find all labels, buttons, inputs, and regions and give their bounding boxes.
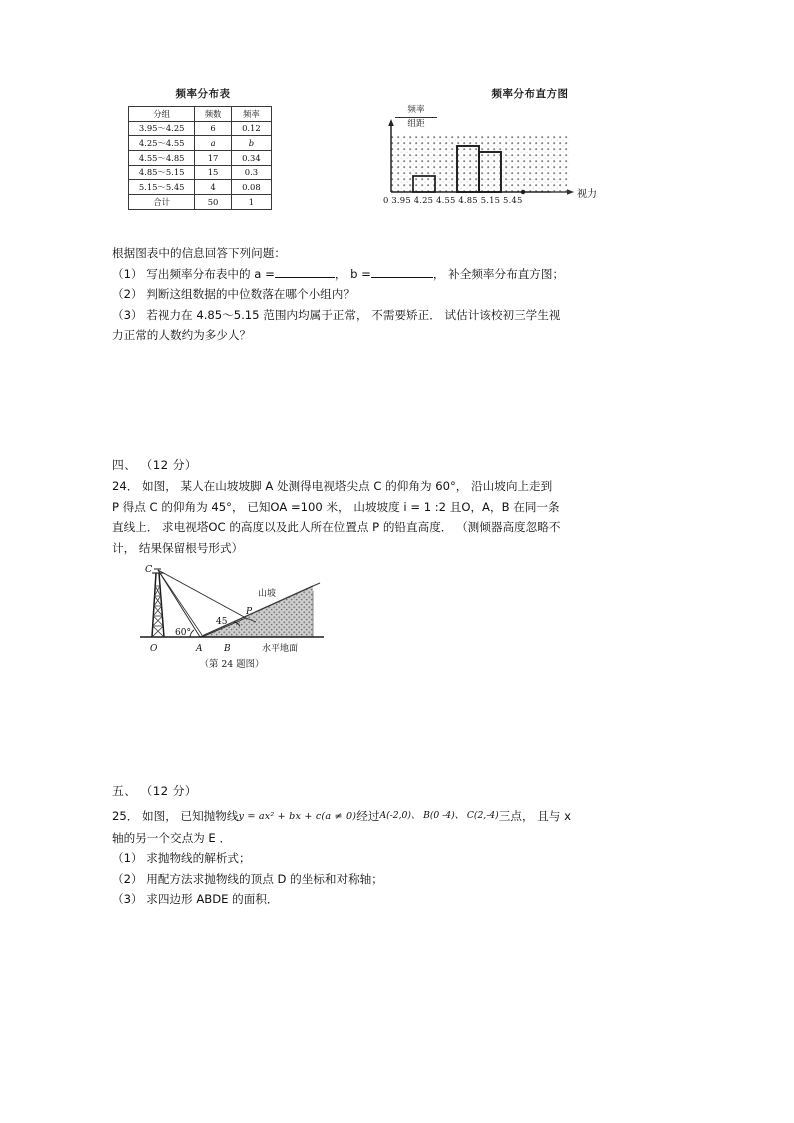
q25-line-1 (112, 806, 690, 828)
cell-rate: 0.08 (231, 180, 271, 195)
q23-item-3-text: 若视力在 4.85～5.15 范围内均属于正常， 不需要矫正． 试估计该校初三学生视 (146, 307, 561, 322)
q23-lead: 根据图表中的信息回答下列问题： (112, 246, 286, 260)
axis-marker-dot (521, 190, 525, 194)
cell-group: 4.85～5.15 (129, 165, 195, 180)
cell-group: 5.15～5.45 (129, 180, 195, 195)
label-slope-hill: 山坡 (258, 589, 277, 599)
frequency-table-title: 频率分布表 (175, 88, 231, 100)
q25-item-3 (112, 889, 690, 910)
q24-line-3: 直线上． 求电视塔OC 的高度以及此人所在位置点 P 的铅直高度． （测倾器高度忽略不 (112, 520, 561, 535)
q25-line-1-lead: 25． 如图， 已知抛物线 (112, 809, 239, 823)
cell-group: 3.95～4.25 (129, 121, 195, 136)
label-angle-45: 45 (216, 617, 228, 627)
q25-item-3-text: 求四边形 ABDE 的面积． (146, 892, 279, 907)
sight-line-C-to-A (158, 570, 200, 637)
cell-rate: 0.12 (231, 121, 271, 136)
q25-item-1-text: 求抛物线的解析式； (146, 851, 251, 866)
figures-row (110, 86, 690, 236)
figure-24-svg (128, 556, 338, 656)
cell-group: 4.25～4.55 (129, 136, 195, 151)
cell-group-total: 合计 (129, 195, 195, 210)
tick-label-0: 3.95 (391, 195, 411, 205)
cell-count: 6 (195, 121, 231, 136)
answer-blank-b[interactable] (371, 266, 433, 278)
label-point-A: A (196, 644, 203, 654)
cell-count: 4 (195, 180, 231, 195)
q23-item-1-mid: ， b = (334, 266, 371, 281)
table-row (129, 151, 272, 166)
tick-label-1: 4.25 (413, 195, 434, 205)
table-row (129, 165, 272, 180)
q23-item-1-before: 写出频率分布表中的 a = (146, 266, 275, 281)
q23-item-2-no: （2） (112, 287, 143, 302)
table-row (129, 180, 272, 195)
cell-rate-unknown-b: b (231, 136, 271, 151)
axis-origin-label: 0 (383, 195, 389, 205)
q24-line-2: P 得点 C 的仰角为 45°， 已知OA =100 米， 山坡坡度 i = 1 :2 且O，A，B 在同一条 (112, 499, 560, 514)
label-point-P: P (246, 607, 253, 617)
tick-label-3: 4.85 (458, 195, 478, 205)
frequency-table (128, 106, 272, 210)
label-angle-60: 60° (175, 628, 191, 638)
cell-count: 15 (195, 165, 231, 180)
q23-item-1 (112, 264, 690, 285)
table-row (129, 136, 272, 151)
y-axis-label-denominator: 组距 (407, 119, 425, 129)
y-axis-label-numerator: 频率 (395, 105, 437, 118)
label-point-O: O (150, 644, 158, 654)
cell-rate: 0.3 (231, 165, 271, 180)
section-5-heading: 五、 （12 分） (112, 784, 198, 798)
section-4-heading: 四、 （12 分） (112, 458, 198, 472)
cell-count-unknown-a: a (195, 136, 231, 151)
x-axis-arrowhead (567, 189, 574, 195)
frequency-histogram-figure (365, 86, 695, 224)
tick-label-4: 5.15 (480, 195, 501, 205)
figure-24-caption: （第 24 题图） (199, 659, 265, 670)
q25-item-1 (112, 848, 690, 869)
question-24-figure (128, 556, 338, 678)
histogram-canvas (373, 105, 597, 224)
cell-group: 4.55～4.85 (129, 151, 195, 166)
column-header-group: 分组 (129, 107, 195, 122)
cell-rate: 0.34 (231, 151, 271, 166)
question-24-text (112, 476, 690, 558)
tick-label-2: 4.55 (436, 195, 456, 205)
sight-line-C-to-P (158, 570, 246, 618)
plot-area-shading (391, 136, 569, 192)
label-horizontal-ground: 水平地面 (262, 644, 299, 654)
table-row (129, 121, 272, 136)
y-axis-arrowhead (388, 119, 394, 126)
q23-item-2 (112, 284, 690, 305)
column-header-rate: 频率 (231, 107, 271, 122)
q25-item-2-text: 用配方法求抛物线的顶点 D 的坐标和对称轴； (146, 871, 383, 886)
q25-item-2 (112, 869, 690, 890)
q25-parabola-formula: y = ax² + bx + c(a ≠ 0) (238, 811, 357, 822)
q25-line-2: 轴的另一个交点为 E ． (112, 830, 232, 845)
label-point-C: C (145, 564, 153, 575)
q23-item-3-no: （3） (112, 307, 143, 322)
frequency-distribution-table-figure (128, 86, 278, 210)
tick-label-5: 5.45 (503, 195, 523, 205)
q24-line-4: 计， 结果保留根号形式） (112, 540, 244, 555)
cell-rate-total: 1 (231, 195, 271, 210)
cell-count: 17 (195, 151, 231, 166)
q23-item-3 (112, 305, 690, 326)
sight-line-secondary (158, 570, 202, 635)
q23-item-3-cont: 力正常的人数约为多少人？ (112, 328, 252, 343)
q23-item-2-text: 判断这组数据的中位数落在哪个小组内？ (146, 287, 355, 302)
question-25-text (112, 806, 690, 910)
y-axis-label (395, 105, 437, 130)
q25-line-1-mid: 经过 (356, 809, 380, 823)
label-point-B: B (224, 644, 231, 654)
q24-line-1: 24． 如图， 某人在山坡坡脚 A 处测得电视塔尖点 C 的仰角为 60°， 沿山坡向上走到 (112, 479, 553, 493)
x-axis-label: 视力 (577, 189, 597, 200)
q25-points: A(-2,0)、 B(0 -4)、 C(2,-4) (379, 810, 499, 821)
q25-item-3-no: （3） (112, 892, 143, 907)
q23-item-1-no: （1） (112, 266, 143, 281)
q25-line-1-tail: 三点， 且与 x (498, 809, 571, 823)
table-row-total (129, 195, 272, 210)
q25-item-1-no: （1） (112, 851, 143, 866)
q23-item-1-after: ， 补全频率分布直方图； (432, 266, 565, 281)
column-header-count: 频数 (195, 107, 231, 122)
histogram-title: 频率分布直方图 (491, 88, 569, 100)
hill-slope-extension (313, 583, 320, 586)
cell-count-total: 50 (195, 195, 231, 210)
table-header-row (129, 107, 272, 122)
answer-blank-a[interactable] (275, 266, 335, 278)
question-23-text (112, 243, 690, 346)
x-axis-tick-labels (383, 195, 523, 205)
q25-item-2-no: （2） (112, 871, 143, 886)
